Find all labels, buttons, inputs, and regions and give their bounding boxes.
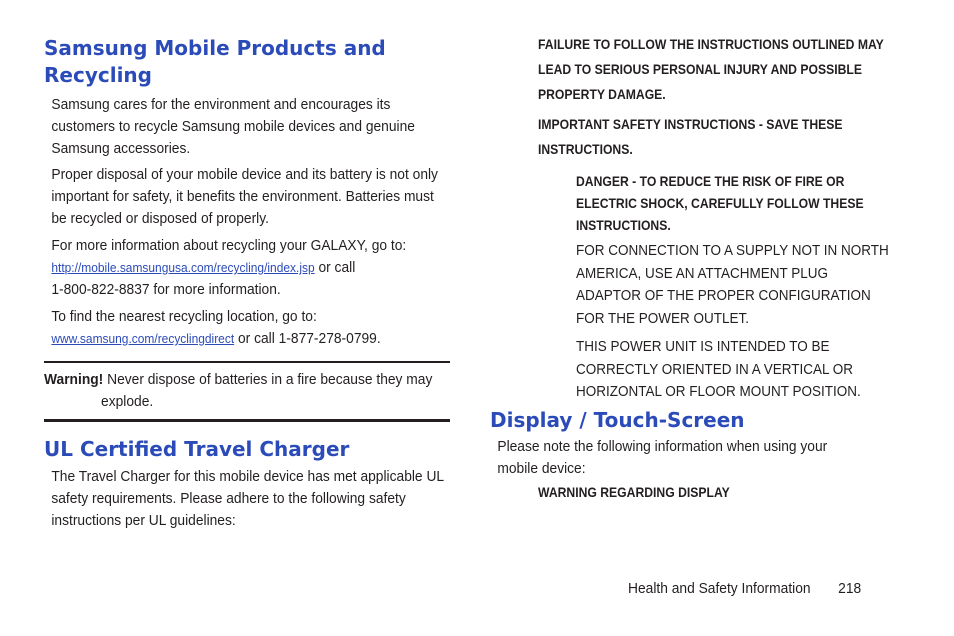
call-text: or call — [314, 259, 356, 276]
recycling-link[interactable]: http://mobile.samsungusa.com/recycling/index.jsp — [51, 260, 315, 275]
recycling-paragraph-4 — [44, 306, 447, 350]
footer-section-title: Health and Safety Information — [628, 580, 811, 597]
connection-instruction: FOR CONNECTION TO A SUPPLY NOT IN NORTH AMERICA, USE AN ATTACHMENT PLUG ADAPTOR OF THE PROPER CONFIGURATION FOR THE POWER OUTLET. — [576, 242, 889, 328]
recycling-heading: Samsung Mobile Products and Recycling — [44, 36, 386, 87]
warning-label: Warning! — [44, 371, 104, 388]
display-paragraph: Please note the following information when using your mobile device: — [497, 437, 828, 477]
recycling-info-text: For more information about recycling your GALAXY, go to: — [51, 237, 407, 254]
warning-box — [44, 361, 450, 422]
nearest-location-text: To find the nearest recycling location, go to: — [51, 308, 317, 325]
display-warning: WARNING REGARDING DISPLAY — [538, 483, 730, 500]
right-column — [490, 0, 910, 505]
recycling-paragraph-2: Proper disposal of your mobile device and its battery is not only important for safety, it benefits the environment. Batteries must be recycled or disposed of properly. — [51, 166, 438, 227]
important-safety-instructions: IMPORTANT SAFETY INSTRUCTIONS - SAVE THESE INSTRUCTIONS. — [538, 116, 843, 157]
page-number: 218 — [838, 580, 862, 597]
call-number-text: or call 1-877-278-0799. — [234, 330, 381, 347]
page-footer — [628, 578, 861, 600]
charger-paragraph: The Travel Charger for this mobile device has met applicable UL safety requirements. Please adhere to the following safety instructions per UL guidelines: — [51, 468, 444, 529]
failure-warning: FAILURE TO FOLLOW THE INSTRUCTIONS OUTLINED MAY LEAD TO SERIOUS PERSONAL INJURY AND POSSIBLE PROPERTY DAMAGE. — [538, 36, 884, 102]
recycling-direct-link[interactable]: www.samsung.com/recyclingdirect — [51, 331, 235, 346]
warning-paragraph — [44, 369, 449, 413]
danger-warning: DANGER - TO REDUCE THE RISK OF FIRE OR ELECTRIC SHOCK, CAREFULLY FOLLOW THESE INSTRUCTIONS. — [576, 173, 864, 233]
power-unit-instruction: THIS POWER UNIT IS INTENDED TO BE CORRECTLY ORIENTED IN A VERTICAL OR HORIZONTAL OR FLOOR MOUNT POSITION. — [576, 337, 861, 401]
warning-text: Never dispose of batteries in a fire because they may — [103, 371, 433, 388]
recycling-paragraph-1: Samsung cares for the environment and encourages its customers to recycle Samsung mobile devices and genuine Samsung accessories. — [51, 96, 415, 157]
left-column — [44, 0, 452, 532]
warning-text-continued: explode. — [101, 393, 154, 410]
phone-text: 1-800-822-8837 for more information. — [51, 281, 281, 298]
charger-heading: UL Certified Travel Charger — [44, 437, 350, 461]
display-heading: Display / Touch-Screen — [490, 407, 745, 432]
recycling-paragraph-3 — [44, 235, 447, 301]
